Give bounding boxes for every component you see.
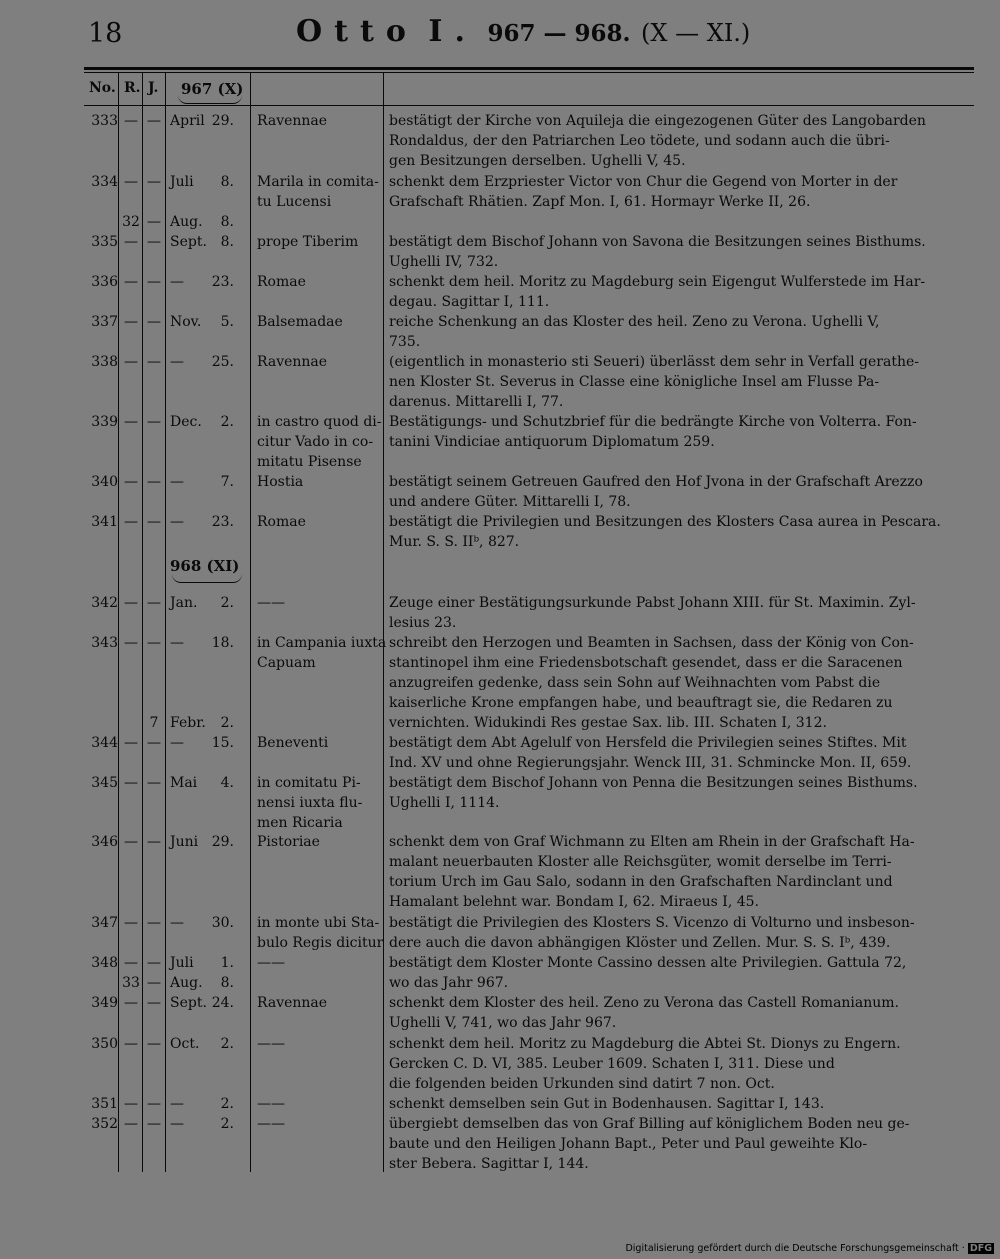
regest-text: und andere Güter. Mittarelli I, 78. [389,494,631,510]
table-row [0,693,1000,713]
place: —— [257,595,285,611]
entry-number: 333 [91,113,118,129]
regest-text: darenus. Mittarelli I, 77. [389,394,564,410]
header-rule-thin [84,72,974,73]
reign-year-r: — [124,1096,138,1112]
regest-text: lesius 23. [389,615,457,631]
table-row [0,432,1000,452]
table-row [0,492,1000,512]
regest-text: Ughelli V, 741, wo das Jahr 967. [389,1015,617,1031]
reign-year-r: — [124,995,138,1011]
table-row [0,892,1000,912]
table-row [0,131,1000,151]
table-row [0,1034,1000,1054]
month: Sept. [170,234,207,250]
entry-number: 335 [91,234,118,250]
reign-year-j: — [147,1036,161,1052]
place: Hostia [257,474,304,490]
regest-text: Ughelli I, 1114. [389,795,500,811]
day: 29. [211,834,234,850]
place: in monte ubi Sta- [257,915,380,931]
regest-text: schenkt dem von Graf Wichmann zu Elten am Rhein in der Grafschaft Ha- [389,834,915,850]
table-row [0,292,1000,312]
regest-text: stantinopel ihm eine Friedensbotschaft gesendet, dass er die Saracenen [389,655,903,671]
entry-number: 351 [91,1096,118,1112]
entry-number: 337 [91,314,118,330]
month: — [170,915,184,931]
place: Marila in comita- [257,174,379,190]
column-header-j: J. [148,80,159,96]
month: Oct. [170,1036,200,1052]
regest-text: Ind. XV und ohne Regierungsjahr. Wenck III, 31. Schmincke Mon. II, 659. [389,755,912,771]
column-header-no: No. [89,80,116,96]
entry-number: 349 [91,995,118,1011]
day: 23. [211,274,234,290]
reign-year-j: — [147,174,161,190]
regest-text: reiche Schenkung an das Kloster des heil. Zeno zu Verona. Ughelli V, [389,314,880,330]
table-row [0,872,1000,892]
month: Dec. [170,414,202,430]
reign-year-j: 7 [149,715,159,731]
reign-year-j: — [147,354,161,370]
reign-year-r: — [124,314,138,330]
place: Balsemadae [257,314,343,330]
day: 24. [211,995,234,1011]
table-row [0,192,1000,212]
footer-credit [625,1243,994,1254]
month: — [170,514,184,530]
regest-text: Grafschaft Rhätien. Zapf Mon. I, 61. Hormayr Werke II, 26. [389,194,811,210]
table-row [0,633,1000,653]
place: Ravennae [257,354,328,370]
table-row [0,452,1000,472]
reign-year-r: — [124,834,138,850]
regest-text: schenkt dem Erzpriester Victor von Chur die Gegend von Morter in der [389,174,898,190]
regest-text: torium Urch im Gau Salo, sodann in den Grafschaften Nardinclant und [389,874,893,890]
place: in castro quod di- [257,414,382,430]
year-brace-968 [172,574,242,583]
regest-text: kaiserliche Krone empfangen habe, und beauftragt sie, die Redaren zu [389,695,893,711]
place: Pistoriae [257,834,320,850]
table-row [0,232,1000,252]
day: 23. [211,514,234,530]
reign-year-j: — [147,995,161,1011]
dfg-logo: DFG [969,1243,992,1254]
table-row [0,753,1000,773]
reign-year-r: — [124,514,138,530]
reign-year-j: — [147,915,161,931]
place: Romae [257,274,306,290]
table-row [0,993,1000,1013]
table-row [0,813,1000,833]
month: — [170,1116,184,1132]
table-row [0,212,1000,232]
day: 30. [211,915,234,931]
month: Mai [170,775,198,791]
month: — [170,1096,184,1112]
day: 2. [220,414,234,430]
entry-number: 352 [91,1116,118,1132]
day: 18. [211,635,234,651]
reign-year-j: — [147,834,161,850]
entry-number: 334 [91,174,118,190]
place: in Campania iuxta [257,635,387,651]
place: men Ricaria [257,815,343,831]
entry-number: 339 [91,414,118,430]
entry-number: 350 [91,1036,118,1052]
table-row [0,1054,1000,1074]
month: Juli [170,955,194,971]
place: bulo Regis dicitur [257,935,384,951]
table-row [0,713,1000,733]
place: tu Lucensi [257,194,332,210]
table-row [0,1013,1000,1033]
reign-year-j: — [147,1116,161,1132]
day: 29. [211,113,234,129]
year-brace-967 [178,95,242,104]
place: in comitatu Pi- [257,775,361,791]
reign-year-j: — [147,1096,161,1112]
table-row [0,733,1000,753]
place: —— [257,1116,285,1132]
reign-year-j: — [147,955,161,971]
running-head-years: 967 — 968. [487,20,631,47]
place: Ravennae [257,995,328,1011]
regest-text: Gercken C. D. VI, 385. Leuber 1609. Schaten I, 311. Diese und [389,1056,835,1072]
running-head [296,14,750,49]
place: —— [257,1096,285,1112]
regest-text: bestätigt dem Bischof Johann von Savona die Besitzungen seines Bisthums. [389,234,926,250]
table-row [0,1154,1000,1174]
reign-year-j: — [147,635,161,651]
regest-text: degau. Sagittar I, 111. [389,294,550,310]
day: 25. [211,354,234,370]
table-row [0,252,1000,272]
month: Juni [170,834,199,850]
table-row [0,653,1000,673]
reign-year-j: — [147,514,161,530]
reign-year-j: — [147,234,161,250]
table-row [0,312,1000,332]
regest-text: schenkt dem Kloster des heil. Zeno zu Verona das Castell Romanianum. [389,995,900,1011]
reign-year-j: — [147,214,161,230]
table-row [0,973,1000,993]
regest-text: schenkt dem heil. Moritz zu Magdeburg die Abtei St. Dionys zu Engern. [389,1036,901,1052]
month: Aug. [170,975,203,991]
regest-text: schreibt den Herzogen und Beamten in Sachsen, dass der König von Con- [389,635,914,651]
reign-year-r: — [124,474,138,490]
month: — [170,474,184,490]
regest-text: gen Besitzungen derselben. Ughelli V, 45. [389,153,686,169]
regest-text: bestätigt die Privilegien und Besitzungen des Klosters Casa aurea in Pescara. [389,514,941,530]
entry-number: 345 [91,775,118,791]
year-division-967: 967 (X) [181,80,244,98]
regest-text: Bestätigungs- und Schutzbrief für die bedrängte Kirche von Volterra. Fon- [389,414,917,430]
table-row [0,332,1000,352]
place: —— [257,1036,285,1052]
table-row [0,773,1000,793]
month: Nov. [170,314,202,330]
regest-text: schenkt demselben sein Gut in Bodenhausen. Sagittar I, 143. [389,1096,825,1112]
table-row [0,512,1000,532]
day: 4. [220,775,234,791]
month: Sept. [170,995,207,1011]
month: Juli [170,174,194,190]
regest-text: wo das Jahr 967. [389,975,509,991]
reign-year-j: — [147,975,161,991]
regest-text: Zeuge einer Bestätigungsurkunde Pabst Johann XIII. für St. Maximin. Zyl- [389,595,916,611]
table-row [0,793,1000,813]
place: mitatu Pisense [257,454,362,470]
reign-year-j: — [147,414,161,430]
reign-year-j: — [147,595,161,611]
entry-number: 340 [91,474,118,490]
regest-text: Hamalant belehnt war. Bondam I, 62. Miraeus I, 45. [389,894,759,910]
reign-year-j: — [147,775,161,791]
regest-text: nen Kloster St. Severus in Classe eine königliche Insel am Flusse Pa- [389,374,880,390]
day: 8. [220,975,234,991]
entry-number: 346 [91,834,118,850]
day: 8. [220,174,234,190]
regest-text: Rondaldus, der den Patriarchen Leo tödete, und sodann auch die übri- [389,133,890,149]
table-row [0,172,1000,192]
regest-text: bestätigt dem Bischof Johann von Penna die Besitzungen seines Bisthums. [389,775,918,791]
table-row [0,111,1000,131]
day: 1. [220,955,234,971]
day: 15. [211,735,234,751]
reign-year-j: — [147,113,161,129]
reign-year-r: 32 [122,214,140,230]
regest-text: tanini Vindiciae antiquorum Diplomatum 259. [389,434,715,450]
place: nensi iuxta flu- [257,795,363,811]
regest-text: bestätigt dem Abt Agelulf von Hersfeld die Privilegien seines Stiftes. Mit [389,735,907,751]
regest-text: anzugreifen gedenke, dass sein Sohn auf Weihnachten vom Pabst die [389,675,881,691]
month: — [170,635,184,651]
reign-year-j: — [147,314,161,330]
regest-text: bestätigt seinem Getreuen Gaufred den Hof Jvona in der Grafschaft Arezzo [389,474,923,490]
running-head-numeral: I. [428,14,477,49]
entry-number: 341 [91,514,118,530]
month: Aug. [170,214,203,230]
regest-text: Mur. S. S. IIᵇ, 827. [389,534,520,550]
entry-number: 343 [91,635,118,651]
reign-year-r: — [124,1036,138,1052]
table-row [0,1114,1000,1134]
regest-text: dere auch die davon abhängigen Klöster und Zellen. Mur. S. S. Iᵇ, 439. [389,935,891,951]
place: —— [257,955,285,971]
entry-number: 347 [91,915,118,931]
day: 8. [220,234,234,250]
regest-text: die folgenden beiden Urkunden sind datirt 7 non. Oct. [389,1076,775,1092]
reign-year-r: — [124,595,138,611]
regest-text: baute und den Heiligen Johann Bapt., Peter und Paul geweihte Klo- [389,1136,868,1152]
place: Ravennae [257,113,328,129]
table-row [0,352,1000,372]
month: — [170,274,184,290]
column-header-r: R. [124,80,141,96]
regest-text: bestätigt dem Kloster Monte Cassino dessen alte Privilegien. Gattula 72, [389,955,907,971]
table-row [0,832,1000,852]
regest-text: (eigentlich in monasterio sti Seueri) überlässt dem sehr in Verfall gerathe- [389,354,919,370]
day: 2. [220,1036,234,1052]
day: 2. [220,1116,234,1132]
regest-text: bestätigt die Privilegien des Klosters S. Vicenzo di Volturno und insbeson- [389,915,915,931]
table-row [0,472,1000,492]
place: citur Vado in co- [257,434,374,450]
regest-text: übergiebt demselben das von Graf Billing auf königlichem Boden neu ge- [389,1116,910,1132]
table-row [0,593,1000,613]
month: — [170,354,184,370]
running-head-regnal: (X — XI.) [641,19,751,47]
place: Beneventi [257,735,329,751]
table-row [0,532,1000,552]
place: prope Tiberim [257,234,359,250]
table-row [0,412,1000,432]
entry-number: 338 [91,354,118,370]
day: 2. [220,715,234,731]
month: Febr. [170,715,206,731]
reign-year-r: — [124,354,138,370]
place: Romae [257,514,306,530]
reign-year-r: — [124,775,138,791]
month: April [170,113,205,129]
year-division-968: 968 (XI) [170,557,240,575]
table-row [0,852,1000,872]
place: Capuam [257,655,316,671]
regest-text: ster Bebera. Sagittar I, 144. [389,1156,589,1172]
table-row [0,673,1000,693]
day: 7. [220,474,234,490]
reign-year-r: — [124,735,138,751]
entry-number: 342 [91,595,118,611]
regest-text: 735. [389,334,421,350]
regest-text: bestätigt der Kirche von Aquileja die eingezogenen Güter des Langobarden [389,113,926,129]
reign-year-r: — [124,635,138,651]
table-row [0,372,1000,392]
table-row [0,272,1000,292]
day: 2. [220,1096,234,1112]
regest-text: Ughelli IV, 732. [389,254,499,270]
table-row [0,1074,1000,1094]
entry-number: 344 [91,735,118,751]
day: 2. [220,595,234,611]
entry-number: 336 [91,274,118,290]
reign-year-j: — [147,735,161,751]
table-row [0,1134,1000,1154]
reign-year-r: — [124,414,138,430]
column-header-rule [84,105,974,106]
day: 8. [220,214,234,230]
entry-number: 348 [91,955,118,971]
table-row [0,392,1000,412]
regest-text: schenkt dem heil. Moritz zu Magdeburg sein Eigengut Wulferstede im Har- [389,274,926,290]
day: 5. [220,314,234,330]
table-row [0,913,1000,933]
regest-text: malant neuerbauten Kloster alle Reichsgüter, womit derselbe im Terri- [389,854,892,870]
reign-year-r: — [124,234,138,250]
table-row [0,613,1000,633]
table-row [0,1094,1000,1114]
header-rule-thick [84,67,974,70]
month: — [170,735,184,751]
reign-year-j: — [147,274,161,290]
reign-year-r: — [124,955,138,971]
reign-year-r: — [124,174,138,190]
page-number: 18 [88,18,123,49]
table-row [0,933,1000,953]
reign-year-r: — [124,1116,138,1132]
reign-year-r: — [124,274,138,290]
reign-year-r: 33 [122,975,140,991]
table-row [0,151,1000,171]
reign-year-r: — [124,113,138,129]
table-row [0,953,1000,973]
month: Jan. [170,595,198,611]
reign-year-j: — [147,474,161,490]
reign-year-r: — [124,915,138,931]
regest-text: vernichten. Widukindi Res gestae Sax. lib. III. Schaten I, 312. [389,715,827,731]
footer-text: Digitalisierung gefördert durch die Deutsche Forschungsgemeinschaft · [625,1243,965,1254]
running-head-ruler: Otto [296,14,418,49]
